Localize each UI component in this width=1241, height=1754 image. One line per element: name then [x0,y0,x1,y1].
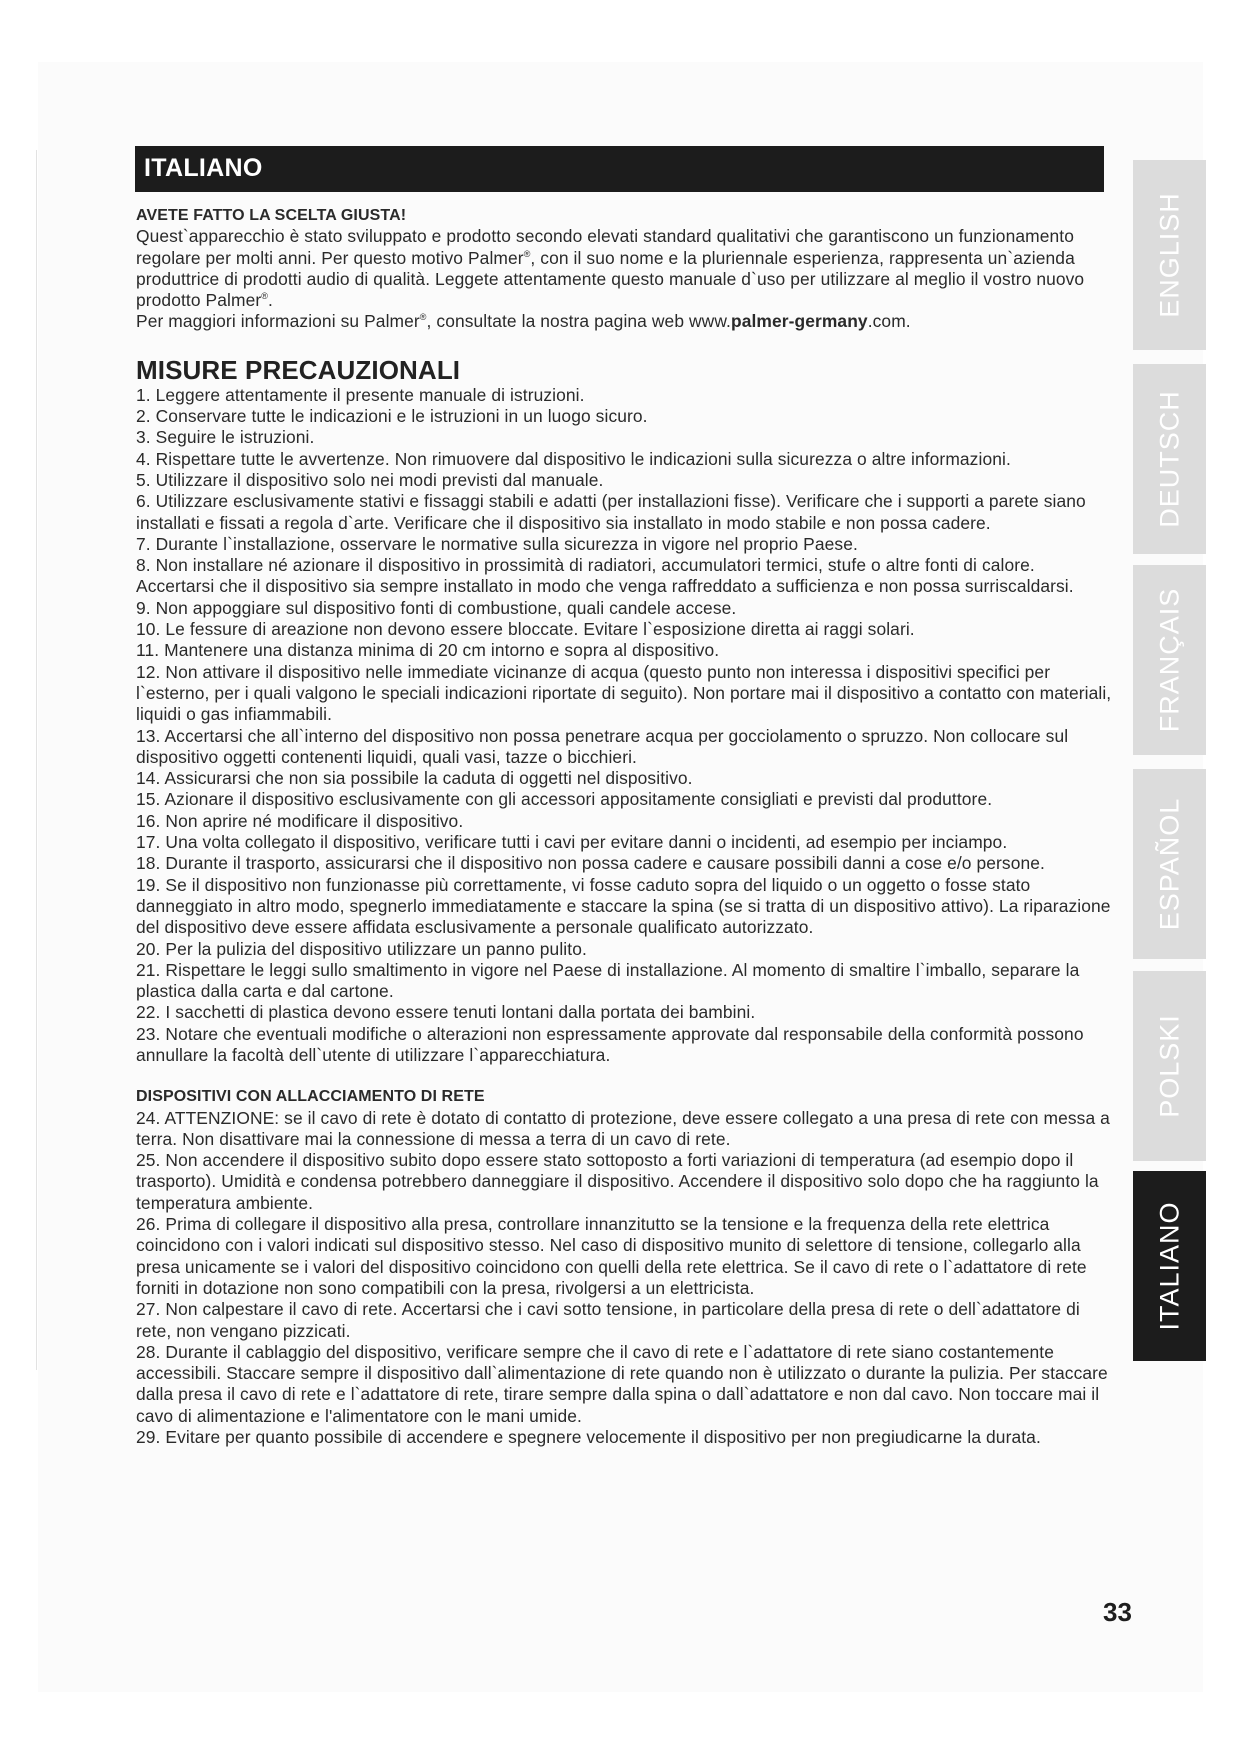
list-item: 11. Mantenere una distanza minima di 20 cm intorno e sopra al dispositivo. [136,640,720,661]
list-item: 6. Utilizzare esclusivamente stativi e fissaggi stabili e adatti (per installazioni fisse). Verificare che i supporti a parete siano installati e fissati a regola d`arte. Verificare che il dispositivo sia installato in modo stabile e non possa cadere. [136,491,1086,533]
list-item: 21. Rispettare le leggi sullo smaltimento in vigore nel Paese di installazione. Al momento di smaltire l`imballo, separare la plastica dalla carta e dal cartone. [136,959,1080,1002]
list-item: 27. Non calpestare il cavo di rete. Accertarsi che i cavi sotto tensione, in particolare della presa di rete o dell`adattatore di rete, non vengano pizzicati. [136,1299,1080,1341]
tab-francais[interactable] [1133,565,1206,755]
mains-list [136,1108,1116,1449]
list-item: 18. Durante il trasporto, assicurarsi che il dispositivo non possa cadere e causare possibili danni a cose e/o persone. [136,853,1045,874]
list-item: 3. Seguire le istruzioni. [136,427,315,448]
list-item: 1. Leggere attentamente il presente manuale di istruzioni. [136,384,585,405]
list-item: 22. I sacchetti di plastica devono essere tenuti lontani dalla portata dei bambini. [136,1002,756,1023]
tab-italiano[interactable] [1133,1171,1206,1361]
list-item: 25. Non accendere il dispositivo subito dopo essere stato sottoposto a forti variazioni di temperatura (ad esempio dopo il trasporto). Umidità e condensa potrebbero danneggiare il dispositivo. Accendere il dispositivo solo dopo che ha raggiunto la temperatura ambiente. [136,1150,1099,1213]
list-item: 12. Non attivare il dispositivo nelle immediate vicinanze di acqua (questo punto non interessa i dispositivi specifici per l`esterno, per i quali valgono le speciali indicazioni riportate di seguito). Non portare mai il dispositivo a contatto con materiali, liquidi o gas infiammabili. [136,661,1112,725]
intro-paragraph: Quest`apparecchio è stato sviluppato e prodotto secondo elevati standard qualitativi che garantiscono un funzionamento regolare per molti anni. Per questo motivo Palmer®, con il suo nome e la pluriennale esperienza, rappresenta un`azienda produttrice di prodotti audio di qualità. Leggete attentamente questo manuale d`uso per utilizzare al meglio il vostro nuovo prodotto Palmer®. [136,226,1085,311]
mains-heading: DISPOSITIVI CON ALLACCIAMENTO DI RETE [136,1088,485,1106]
website-link[interactable]: palmer-germany [730,311,868,332]
list-item: 16. Non aprire né modificare il dispositivo. [136,810,464,831]
tab-italiano-label: ITALIANO [1154,1201,1184,1331]
list-item: 15. Azionare il dispositivo esclusivamente con gli accessori appositamente consigliati e previsti dal produttore. [136,789,993,810]
registered-mark: ® [419,312,427,323]
list-item: 8. Non installare né azionare il dispositivo in prossimità di radiatori, accumulatori termici, stufe o altre fonti di calore. Accertarsi che il dispositivo sia sempre installato in modo che venga raffreddato a sufficienza e non possa surriscaldarsi. [136,555,1074,597]
tab-deutsch[interactable] [1133,364,1206,554]
margin-mark [36,150,37,1370]
section-title: ITALIANO [144,154,263,182]
section-header-bar [135,146,1104,192]
list-item: 20. Per la pulizia del dispositivo utilizzare un panno pulito. [136,938,587,959]
tab-francais-label: FRANÇAIS [1154,587,1184,733]
list-item: 10. Le fessure di areazione non devono essere bloccate. Evitare l`esposizione diretta ai raggi solari. [136,619,915,640]
tab-polski-label: POLSKI [1154,1014,1184,1118]
list-item: 28. Durante il cablaggio del dispositivo, verificare sempre che il cavo di rete e l`adattatore di rete siano costantemente accessibili. Staccare sempre il dispositivo dall`alimentazione di rete quando non è utilizzato o durante la pulizia. Per staccare dalla presa il cavo di rete e l`adattatore di rete, tirare sempre dalla spina o dall`adattatore e non dal cavo. Non toccare mai il cavo di alimentazione e l'alimentatore con le mani umide. [136,1341,1108,1426]
list-item: 23. Notare che eventuali modifiche o alterazioni non espressamente approvate dal responsabile della conformità possono annullare la facoltà dell`utente di utilizzare l`apparecchiatura. [136,1023,1084,1065]
list-item: 4. Rispettare tutte le avvertenze. Non rimuovere dal dispositivo le indicazioni sulla sicurezza o altre informazioni. [136,448,1011,469]
list-item: 24. ATTENZIONE: se il cavo di rete è dotato di contatto di protezione, deve essere collegato a una presa di rete con messa a terra. Non disattivare mai la connessione di messa a terra di un cavo di rete. [136,1107,1110,1149]
tab-deutsch-label: DEUTSCH [1154,390,1184,528]
page-number: 33 [1103,1597,1132,1627]
list-item: 7. Durante l`installazione, osservare le normative sulla sicurezza in vigore nel proprio Paese. [136,533,858,554]
tab-english-label: ENGLISH [1154,192,1184,318]
list-item: 2. Conservare tutte le indicazioni e le istruzioni in un luogo sicuro. [136,406,648,427]
list-item: 26. Prima di collegare il dispositivo alla presa, controllare innanzitutto se la tensione e la frequenza della rete elettrica coincidono con i valori indicati sul dispositivo stesso. Nel caso di dispositivo munito di selettore di tensione, collegarlo alla presa unicamente se i valori del dispositivo coincidono con quelli della rete elettrica. Se il cavo di rete o l`adattatore di rete forniti in dotazione non sono compatibili con la presa, rivolgersi a un elettricista. [136,1214,1087,1298]
registered-mark: ® [523,248,531,259]
intro-subheading: AVETE FATTO LA SCELTA GIUSTA! [136,207,407,224]
list-item: 14. Assicurarsi che non sia possibile la caduta di oggetti nel dispositivo. [136,768,693,789]
manual-content [136,205,1116,1448]
intro-website-line: Per maggiori informazioni su Palmer®, consultate la nostra pagina web www.palmer-germany.com. [136,311,911,332]
precautions-heading: MISURE PRECAUZIONALI [136,354,461,385]
list-item: 13. Accertarsi che all`interno del dispositivo non possa penetrare acqua per gocciolamento o spruzzo. Non collocare sul dispositivo oggetti contenenti liquidi, quali vasi, tazze o bicchieri. [136,725,1069,767]
registered-mark: ® [261,291,268,302]
tab-espanol[interactable] [1133,769,1206,959]
list-item: 9. Non appoggiare sul dispositivo fonti di combustione, quali candele accese. [136,597,737,618]
list-item: 5. Utilizzare il dispositivo solo nei modi previsti dal manuale. [136,469,604,490]
tab-polski[interactable] [1133,971,1206,1161]
precautions-list [136,385,1116,1067]
tab-espanol-label: ESPAÑOL [1154,797,1184,931]
list-item: 19. Se il dispositivo non funzionasse più correttamente, vi fosse caduto sopra del liquido o un oggetto o fosse stato danneggiato in altro modo, spegnerlo immediatamente e staccare la spina (se si tratta di un dispositivo attivo). La riparazione del dispositivo deve essere affidata esclusivamente a personale qualificato autorizzato. [136,874,1111,938]
list-item: 17. Una volta collegato il dispositivo, verificare tutti i cavi per evitare danni o incidenti, ad esempio per inciampo. [136,832,1008,853]
list-item: 29. Evitare per quanto possibile di accendere e spegnere velocemente il dispositivo per non pregiudicarne la durata. [136,1427,1041,1448]
tab-english[interactable] [1133,160,1206,350]
